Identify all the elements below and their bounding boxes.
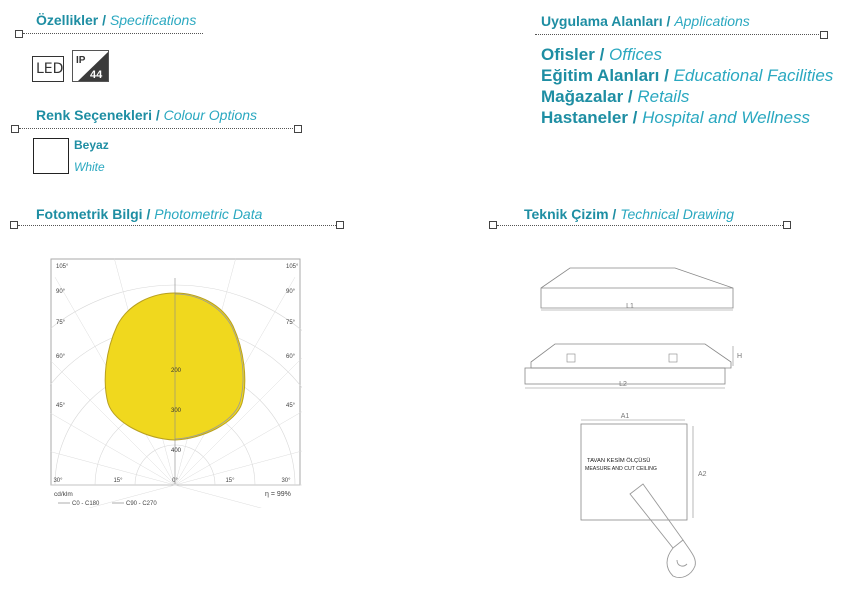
- technical-rule-start: [489, 221, 497, 229]
- applications-title: Uygulama Alanları / Applications: [541, 13, 750, 29]
- angle-label-bottom: 15°: [225, 478, 235, 484]
- ceiling-cut-area: [581, 424, 687, 520]
- technical-rule-end: [783, 221, 791, 229]
- dim-a2: A2: [698, 471, 707, 478]
- angle-label-bottom: 0°: [172, 478, 178, 484]
- angle-label-bottom: 30°: [281, 478, 291, 484]
- ip-badge: [72, 50, 109, 82]
- led-badge: [32, 56, 64, 82]
- ip44-icon: [72, 50, 109, 82]
- angle-label-left: 105°: [56, 264, 69, 270]
- application-item-retail: Mağazalar / Retails: [541, 87, 690, 106]
- application-item-education: Eğitim Alanları / Educational Facilities: [541, 66, 834, 85]
- panel-side-view: [531, 344, 731, 368]
- photometric-rule-start: [10, 221, 18, 229]
- photometric-polar-chart: [50, 258, 302, 508]
- photometric-rule: [18, 225, 336, 226]
- angle-label-bottom: 30°: [53, 478, 63, 484]
- technical-title: Teknik Çizim / Technical Drawing: [524, 206, 735, 222]
- radial-value-label: 400: [170, 448, 182, 454]
- angle-label-left: 45°: [56, 403, 66, 409]
- photometric-unit: cd/klm: [54, 491, 73, 498]
- application-item-offices: Ofisler / Offices: [541, 45, 662, 64]
- dim-h: H: [737, 353, 743, 360]
- angle-label-right: 105°: [286, 264, 299, 270]
- angle-label-right: 60°: [286, 354, 296, 360]
- colour-swatch-white: [33, 138, 69, 174]
- radial-value-label: 300: [170, 408, 182, 414]
- angle-label-left: 60°: [56, 354, 66, 360]
- colour-rule-end: [294, 125, 302, 133]
- application-item-hospital: Hastaneler / Hospital and Wellness: [541, 108, 811, 127]
- colour-rule-start: [11, 125, 19, 133]
- technical-rule: [497, 225, 783, 226]
- led-label: LED: [36, 61, 64, 77]
- dim-a1: A1: [620, 413, 630, 420]
- colour-title: Renk Seçenekleri / Colour Options: [36, 107, 258, 123]
- angle-label-right: 45°: [286, 403, 296, 409]
- clip-right: [669, 354, 677, 362]
- legend-label-c0: C0 - C180: [72, 501, 100, 507]
- angle-label-bottom: 15°: [113, 478, 123, 484]
- colour-name-tr: Beyaz: [74, 138, 109, 152]
- specs-rule: [23, 33, 203, 34]
- applications-list: [541, 44, 833, 128]
- dim-l2: L2: [619, 381, 627, 388]
- dim-l1: L1: [626, 303, 634, 310]
- colour-name-en: White: [74, 160, 105, 174]
- svg-text:IP: IP: [76, 55, 86, 66]
- photometric-rule-end: [336, 221, 344, 229]
- colour-rule: [19, 128, 295, 129]
- clip-left: [567, 354, 575, 362]
- radial-value-label: 200: [170, 368, 182, 374]
- photometric-efficiency: η = 99%: [265, 491, 291, 498]
- legend-label-c90: C90 - C270: [126, 501, 157, 507]
- technical-drawing: [515, 262, 745, 592]
- photometric-title: Fotometrik Bilgi / Photometric Data: [36, 206, 263, 222]
- cut-label-en: MEASURE AND CUT CEILING: [585, 466, 657, 472]
- angle-label-right: 90°: [286, 289, 296, 295]
- angle-label-left: 90°: [56, 289, 66, 295]
- specs-title: Özellikler / Specifications: [36, 12, 197, 28]
- angle-label-right: 75°: [286, 320, 296, 326]
- angle-label-left: 75°: [56, 320, 66, 326]
- cut-label-tr: TAVAN KESİM ÖLÇÜSÜ: [587, 458, 651, 464]
- applications-rule-end: [820, 31, 828, 39]
- applications-rule: [535, 34, 821, 35]
- specs-rule-start: [15, 30, 23, 38]
- svg-text:44: 44: [90, 69, 103, 81]
